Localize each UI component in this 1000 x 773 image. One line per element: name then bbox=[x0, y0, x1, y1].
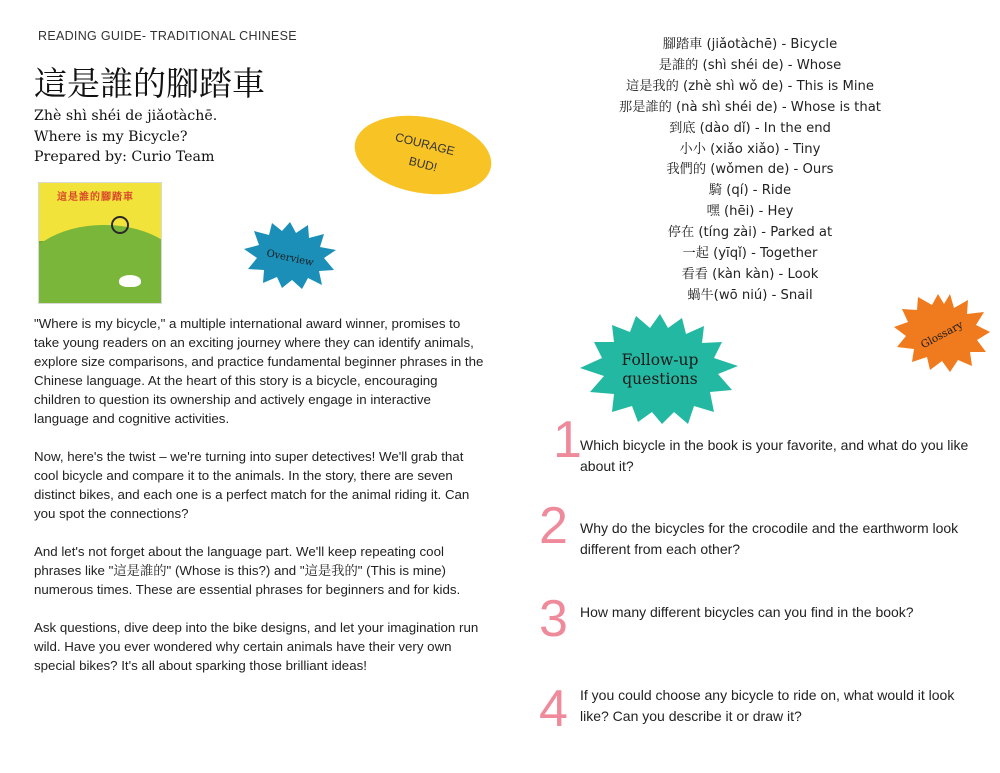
followup-line-2: questions bbox=[622, 370, 698, 388]
glossary-label: Glossary bbox=[918, 318, 966, 352]
question-text: How many different bicycles can you find in the book? bbox=[580, 604, 914, 620]
cover-title: 這是誰的腳踏車 bbox=[57, 192, 134, 203]
courage-bud-badge bbox=[352, 112, 494, 198]
cover-hill bbox=[38, 225, 162, 304]
glossary-item: 腳踏車 (jiǎotàchē) - Bicycle bbox=[662, 37, 838, 52]
glossary-item: 那是誰的 (nà shì shéi de) - Whose is that bbox=[619, 99, 881, 115]
page-title: 這是誰的腳踏車 bbox=[34, 64, 265, 103]
question-number: 4 bbox=[539, 680, 568, 738]
bicycle-icon bbox=[111, 216, 129, 234]
glossary-badge bbox=[892, 292, 992, 374]
courage-line-1: COURAGE bbox=[393, 129, 457, 159]
followup-line-1: Follow-up bbox=[621, 351, 699, 369]
overview-body bbox=[34, 314, 486, 694]
glossary-item: 是誰的 (shì shéi de) - Whose bbox=[658, 57, 842, 73]
question-number: 3 bbox=[539, 590, 568, 648]
question-text: If you could choose any bicycle to ride on, what would it look like? Can you describe it or draw it? bbox=[580, 687, 955, 724]
overview-badge bbox=[242, 220, 338, 290]
body-paragraph: And let's not forget about the language part. We'll keep repeating cool phrases like "這是誰的" (Whose is this?) and "這是我的" (This is mine) numerous times. These are essential phrases for beginners and for kids. bbox=[34, 544, 461, 597]
question-text: Which bicycle in the book is your favorite, and what do you like about it? bbox=[580, 437, 969, 474]
glossary-item: 一起 (yīqǐ) - Together bbox=[682, 246, 818, 262]
courage-line-2: BUD! bbox=[407, 153, 439, 175]
glossary-item: 到底 (dào dǐ) - In the end bbox=[669, 120, 831, 136]
document-eyebrow: READING GUIDE- TRADITIONAL CHINESE bbox=[38, 29, 297, 43]
glossary-item: 騎 (qí) - Ride bbox=[708, 183, 792, 199]
glossary-item: 停在 (tíng zài) - Parked at bbox=[667, 225, 833, 241]
pinyin-title: Zhè shì shéi de jiǎotàchē. bbox=[34, 108, 218, 124]
glossary-item: 看看 (kàn kàn) - Look bbox=[681, 266, 819, 282]
body-paragraph: Ask questions, dive deep into the bike designs, and let your imagination run wild. Have you ever wondered why certain animals have their very own special bikes? It's all about sparking those brilliant ideas! bbox=[34, 620, 479, 673]
body-paragraph: Now, here's the twist – we're turning into super detectives! We'll grab that cool bicycle and compare it to the animals. In the story, there are seven distinct bikes, and each one is a perfect match for the animal riding it. Can you spot the connections? bbox=[34, 449, 470, 521]
question-text: Why do the bicycles for the crocodile and the earthworm look different from each other? bbox=[580, 520, 959, 557]
book-cover-image bbox=[38, 182, 162, 304]
overview-label: Overview bbox=[265, 248, 315, 269]
glossary-item: 我們的 (wǒmen de) - Ours bbox=[666, 162, 834, 178]
prepared-by: Prepared by: Curio Team bbox=[34, 149, 215, 165]
glossary-item: 這是我的 (zhè shì wǒ de) - This is Mine bbox=[626, 78, 874, 94]
body-paragraph: "Where is my bicycle," a multiple international award winner, promises to take young readers on an exciting journey where they can identify animals, explore size comparisons, and practice fundamental beginner phrases in the Chinese language. At the heart of this story is a bicycle, encouraging children to question its ownership and actively engage in interactive language and cognitive activities. bbox=[34, 316, 484, 426]
question-number: 2 bbox=[539, 497, 568, 555]
glossary-item: 小小 (xiǎo xiǎo) - Tiny bbox=[679, 141, 821, 157]
title-subinfo bbox=[34, 106, 217, 168]
question-number: 1 bbox=[553, 411, 582, 469]
glossary-item: 蝸牛(wō niú) - Snail bbox=[687, 287, 813, 303]
followup-badge bbox=[578, 312, 742, 426]
glossary-item: 嘿 (hēi) - Hey bbox=[706, 204, 794, 220]
goose-icon bbox=[119, 275, 141, 287]
english-title: Where is my Bicycle? bbox=[34, 128, 188, 145]
glossary-list bbox=[560, 35, 940, 307]
